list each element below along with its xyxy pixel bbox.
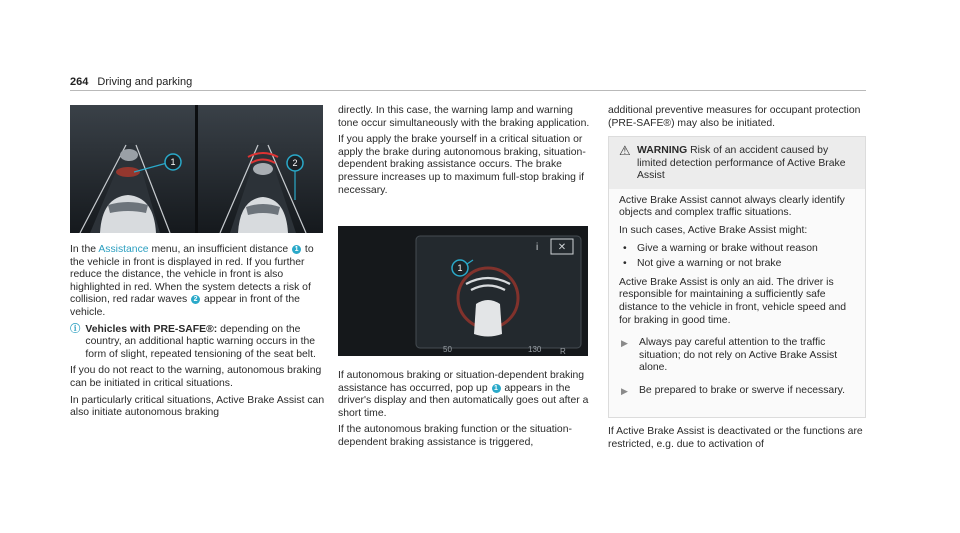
arrow-right-icon: ▶ bbox=[621, 385, 628, 396]
text: Give a warning or brake without reason bbox=[637, 242, 818, 254]
warning-box bbox=[608, 136, 866, 418]
close-icon: ✕ bbox=[557, 242, 567, 253]
callout-marker-1: 1 bbox=[292, 245, 301, 254]
warning-text: Risk of an accident caused by limited detection performance of Active Brake Assist bbox=[637, 145, 846, 182]
paragraph: If Active Brake Assist is deactivated or the functions are restricted, e.g. due to activation of bbox=[608, 426, 863, 450]
callout-1: 1 bbox=[170, 157, 176, 167]
speed-left: 50 bbox=[443, 345, 452, 354]
paragraph: In such cases, Active Brake Assist might: bbox=[619, 224, 808, 236]
paragraph: directly. In this case, the warning lamp and warning tone occur simultaneously with the braking application. bbox=[338, 105, 590, 129]
column-3-lower bbox=[608, 426, 866, 455]
column-3 bbox=[608, 105, 866, 134]
paragraph: If the autonomous braking function or the situation-dependent braking assistance is triggered, bbox=[338, 424, 572, 448]
text: Be prepared to brake or swerve if necessary. bbox=[639, 384, 845, 396]
header-rule bbox=[70, 90, 866, 91]
assistance-display-photo bbox=[70, 105, 323, 233]
assistance-display-illustration bbox=[70, 105, 323, 233]
paragraph: Active Brake Assist cannot always clearly identify objects and complex traffic situations. bbox=[619, 194, 845, 219]
column-2-lower bbox=[338, 370, 593, 454]
bullet-icon: • bbox=[623, 258, 627, 270]
text: to the vehicle in front is displayed in red. If you further reduce the distance, the vehicle in front is also highlighted in red. When the system detects a risk of collision, red radar waves bbox=[70, 244, 314, 306]
note-presafe bbox=[70, 324, 325, 362]
callout-marker-1: 1 bbox=[492, 384, 501, 393]
warning-icon: ⚠ bbox=[619, 143, 631, 158]
paragraph: If you apply the brake yourself in a critical situation or apply the brake during autonomous braking, situation-dependent braking assistance occurs. The brake pressure increases up to maximum full-stop braking if necessary. bbox=[338, 134, 586, 196]
note-text: depending on the country, an additional haptic warning occurs in the form of slight, repeated tensioning of the seat belt. bbox=[85, 323, 316, 360]
arrow-right-icon: ▶ bbox=[621, 338, 628, 349]
text: Always pay careful attention to the traffic situation; do not rely on Active Brake Assist alone. bbox=[639, 337, 838, 374]
speed-right: 130 bbox=[528, 345, 542, 354]
callout-marker-2: 2 bbox=[191, 295, 200, 304]
info-icon: ⓘ bbox=[70, 323, 81, 335]
column-2 bbox=[338, 105, 593, 201]
action-item bbox=[619, 337, 855, 375]
callout-1: 1 bbox=[457, 263, 463, 273]
paragraph-assistance bbox=[70, 244, 325, 320]
action-item bbox=[619, 385, 855, 398]
page-header bbox=[70, 76, 192, 88]
warning-body bbox=[609, 189, 865, 404]
paragraph-popup bbox=[338, 370, 593, 420]
list-item bbox=[619, 243, 855, 256]
text: Not give a warning or not brake bbox=[637, 258, 782, 270]
driver-display-illustration bbox=[338, 226, 588, 356]
column-1 bbox=[70, 244, 325, 424]
paragraph: In particularly critical situations, Active Brake Assist can also initiate autonomous braking bbox=[70, 394, 325, 419]
paragraph: additional preventive measures for occupant protection (PRE-SAFE®) may also be initiated. bbox=[608, 105, 861, 129]
note-title: Vehicles with PRE-SAFE®: bbox=[85, 323, 218, 335]
warning-label: WARNING bbox=[637, 145, 688, 156]
paragraph: Active Brake Assist is only an aid. The driver is responsible for maintaining a sufficiently safe distance to the vehicle in front, vehicle speed and for braking in good time. bbox=[619, 276, 847, 326]
text: In the bbox=[70, 244, 99, 255]
driver-display-photo bbox=[338, 226, 588, 356]
section-title: Driving and parking bbox=[97, 76, 193, 88]
callout-2: 2 bbox=[292, 158, 298, 168]
bullet-icon: • bbox=[623, 242, 627, 254]
paragraph: If you do not react to the warning, autonomous braking can be initiated in critical situations. bbox=[70, 365, 322, 389]
gear-indicator: R bbox=[560, 347, 566, 356]
warning-header bbox=[609, 137, 865, 189]
assistance-menu-link[interactable]: Assistance bbox=[98, 244, 149, 255]
text: menu, an insufficient distance bbox=[148, 244, 289, 255]
info-indicator: i bbox=[536, 242, 539, 253]
text: appear in front of the vehicle. bbox=[70, 294, 300, 318]
page-number: 264 bbox=[70, 76, 89, 88]
text: If autonomous braking or situation-dependent braking assistance has occurred, pop up bbox=[338, 370, 585, 394]
list-item bbox=[619, 258, 855, 271]
text: appears in the driver's display and then automatically goes out after a short time. bbox=[338, 382, 589, 419]
